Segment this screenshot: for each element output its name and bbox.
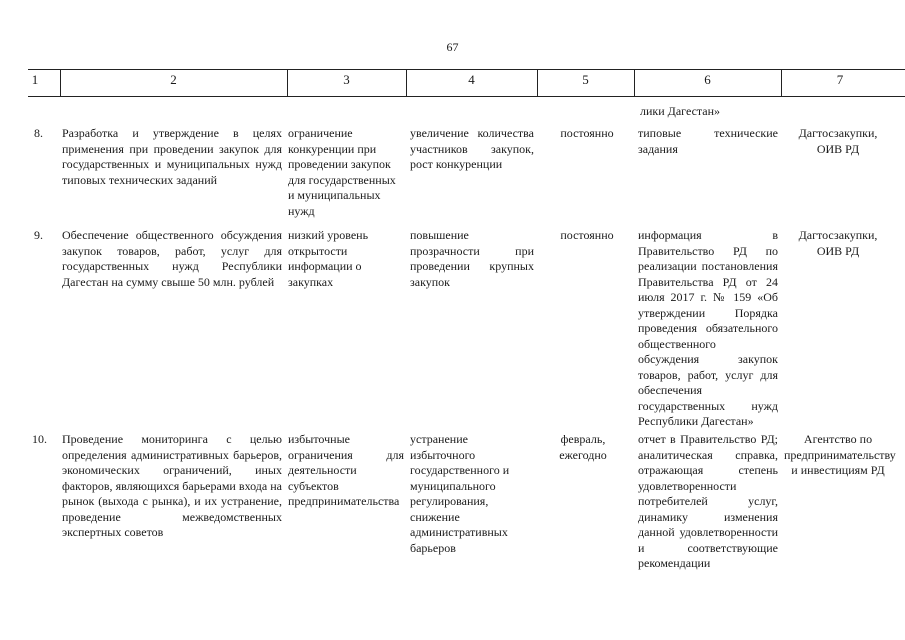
header-rule-bottom: [28, 96, 905, 97]
row-measure: Разработка и утверждение в целях применения при проведении закупок для государственных и муниципальных нужд типовых технических заданий: [62, 126, 282, 187]
row-problem: низкий уровень открытости информации о закупках: [288, 228, 369, 289]
header-col-2: 2: [170, 72, 177, 87]
header-rule-top: [28, 69, 905, 70]
row-executor: Дагтосзакупки, ОИВ РД: [798, 126, 878, 156]
header-col-6: 6: [704, 72, 711, 87]
row-term: постоянно: [560, 228, 614, 242]
row-measure: Обеспечение общественного обсуждения закупок товаров, работ, услуг для государственных нужд Республики Дагестан на сумму свыше 50 млн. рублей: [62, 228, 282, 289]
row-number: 10.: [32, 432, 47, 446]
row-number: 8.: [34, 126, 43, 140]
row-executor: Агентство по предпринимательству и инвестициям РД: [784, 432, 896, 477]
row-result: увеличение количества участников закупок, рост конкуренции: [410, 126, 534, 171]
header-col-3: 3: [343, 72, 350, 87]
row-executor: Дагтосзакупки, ОИВ РД: [798, 228, 878, 258]
row-document: отчет в Правительство РД; аналитическая справка, отражающая степень удовлетворенности потребителей услуг, динамику изменения данной удовлетворенности и соответствующие рекомендации: [638, 432, 778, 570]
header-col-5: 5: [582, 72, 589, 87]
row-document: информация в Правительство РД по реализации постановления Правительства РД от 24 июля 2017 г. № 159 «Об утверждении Порядка проведения обязательного общественного обсуждения закупок товаров, работ, услуг для обеспечения государственных нужд Республики Дагестан»: [638, 228, 778, 428]
row-result: устранение избыточного государственного и муниципального регулирования, снижение административных барьеров: [410, 432, 510, 555]
row-result: повышение прозрачности при проведении крупных закупок: [410, 228, 534, 289]
carry-over-text: лики Дагестан»: [640, 104, 721, 118]
row-term: постоянно: [560, 126, 614, 140]
row-document: типовые технические задания: [638, 126, 778, 156]
row-term: февраль, ежегодно: [559, 432, 607, 462]
row-problem: ограничение конкуренции при проведении закупок для государственных и муниципальных нужд: [288, 126, 396, 218]
header-col-4: 4: [468, 72, 475, 87]
header-col-1: 1: [31, 72, 39, 87]
row-measure: Проведение мониторинга с целью определения административных барьеров, экономических ограничений, иных факторов, являющихся барьерами входа на рынок (выхода с рынка), и их устранение, проведение межведомственных экспертных советов: [62, 432, 282, 539]
row-problem: избыточные ограничения для деятельности субъектов предпринимательства: [288, 432, 404, 508]
page-number: 67: [446, 40, 459, 54]
header-col-7: 7: [836, 72, 844, 87]
row-number: 9.: [34, 228, 43, 242]
